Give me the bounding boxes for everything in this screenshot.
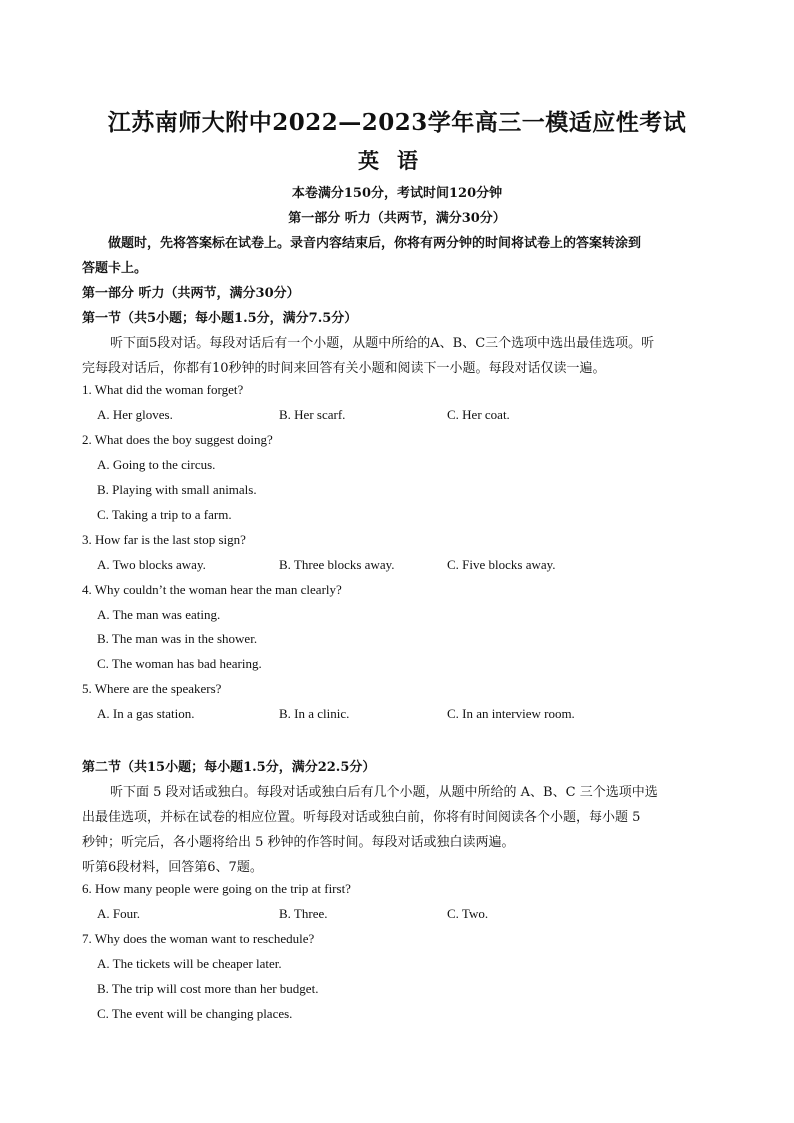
question-3-option-a: A. Two blocks away. [97,557,206,572]
section2-heading: 第二节（共15小题；每小题1.5分，满分22.5分） [82,760,376,775]
part-heading-top: 第一部分 听力（共两节，满分30分） [288,211,506,226]
question-3-option-c: C. Five blocks away. [447,557,556,572]
question-4-stem: 4. Why couldn’t the woman hear the man clearly? [82,582,342,597]
question-6-option-c: C. Two. [447,906,489,921]
exam-info: 本卷满分150分，考试时间120分钟 [291,186,503,201]
part1-heading: 第一部分 听力（共两节，满分30分） [82,286,300,301]
question-7-option-b: B. The trip will cost more than her budget. [97,981,319,996]
question-4-option-b: B. The man was in the shower. [97,631,258,646]
instructions-line-1: 做题时，先将答案标在试卷上。录音内容结束后，你将有两分钟的时间将试卷上的答案转涂到 [108,236,642,251]
question-5-option-b: B. In a clinic. [279,706,350,721]
question-6-option-b: B. Three. [279,906,328,921]
exam-title: 江苏南师大附中2022—2023学年高三一模适应性考试 [107,109,687,136]
question-1-stem: 1. What did the woman forget? [82,382,244,397]
question-1-option-c: C. Her coat. [447,407,510,422]
question-6-option-a: A. Four. [97,906,140,921]
question-2-stem: 2. What does the boy suggest doing? [82,432,273,447]
section2-intro-line-1: 听下面 5 段对话或独白。每段对话或独白后有几个小题，从题中所给的 A、B、C 三个选项中选 [110,785,658,800]
question-5-stem: 5. Where are the speakers? [82,681,222,696]
question-7-option-c: C. The event will be changing places. [97,1006,293,1021]
subject-title: 英语 [358,148,436,173]
question-5-option-a: A. In a gas station. [97,706,195,721]
section1-intro-line-1: 听下面5段对话。每段对话后有一个小题，从题中所给的A、B、C三个选项中选出最佳选项。听 [110,336,655,351]
section2-intro-line-2: 出最佳选项，并标在试卷的相应位置。听每段对话或独白前，你将有时间阅读各个小题，每小题 5 [82,810,641,825]
question-2-option-b: B. Playing with small animals. [97,482,257,497]
question-2-option-a: A. Going to the circus. [97,457,216,472]
question-4-option-a: A. The man was eating. [97,607,221,622]
question-7-stem: 7. Why does the woman want to reschedule? [82,931,315,946]
question-1-option-a: A. Her gloves. [97,407,173,422]
question-5-option-c: C. In an interview room. [447,706,575,721]
question-7-option-a: A. The tickets will be cheaper later. [97,956,282,971]
question-6-stem: 6. How many people were going on the trip at first? [82,881,351,896]
question-3-stem: 3. How far is the last stop sign? [82,532,246,547]
section2-intro-line-3: 秒钟；听完后，各小题将给出 5 秒钟的作答时间。每段对话或独白读两遍。 [82,835,515,850]
question-2-option-c: C. Taking a trip to a farm. [97,507,232,522]
instructions-line-2: 答题卡上。 [82,261,148,276]
material-note: 听第6段材料，回答第6、7题。 [82,860,263,875]
question-4-option-c: C. The woman has bad hearing. [97,656,262,671]
section1-intro-line-2: 完每段对话后，你都有10秒钟的时间来回答有关小题和阅读下一小题。每段对话仅读一遍。 [82,361,606,376]
question-1-option-b: B. Her scarf. [279,407,346,422]
section1-heading: 第一节（共5小题；每小题1.5分，满分7.5分） [82,311,358,326]
question-3-option-b: B. Three blocks away. [279,557,395,572]
